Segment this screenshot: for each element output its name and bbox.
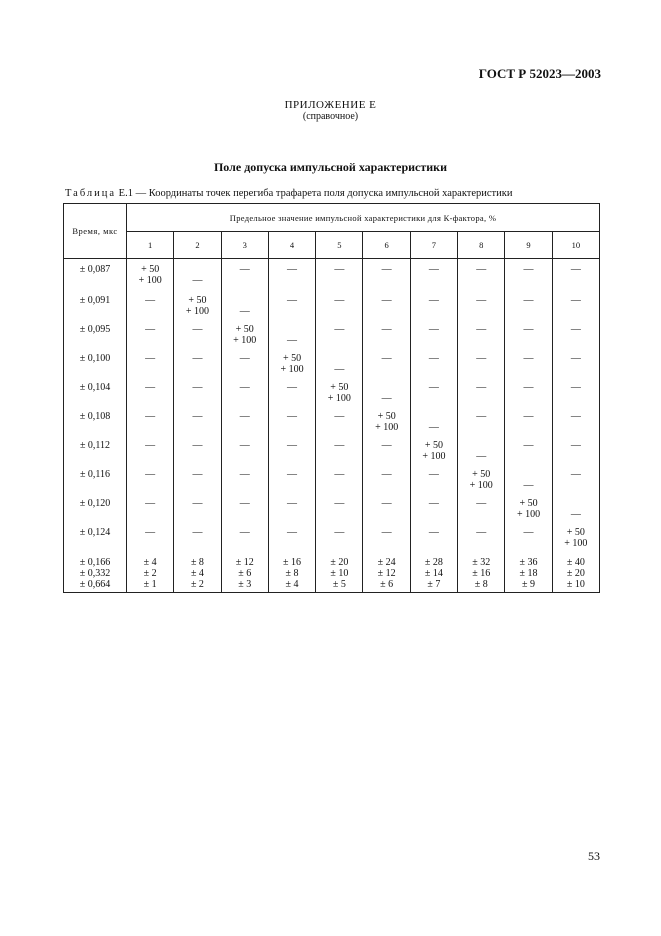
value-cell bbox=[174, 524, 221, 553]
peak-value: + 50 bbox=[282, 353, 302, 364]
value-cell bbox=[410, 495, 457, 524]
dash-value: — bbox=[428, 382, 439, 393]
value-cell bbox=[505, 379, 552, 408]
peak-value: + 50 bbox=[424, 440, 443, 451]
value-cell bbox=[410, 408, 457, 437]
dash-value: — bbox=[428, 295, 439, 306]
value-cell bbox=[552, 466, 599, 495]
value-cell bbox=[316, 350, 363, 379]
table-row bbox=[64, 379, 600, 408]
dash-value: — bbox=[523, 382, 534, 393]
value-cell bbox=[458, 495, 505, 524]
value-cell bbox=[552, 259, 599, 293]
value-cell: ± 2 bbox=[127, 568, 174, 579]
dash-value: — bbox=[428, 422, 439, 433]
value-cell bbox=[552, 350, 599, 379]
dash-value: — bbox=[239, 382, 250, 393]
value-cell bbox=[552, 408, 599, 437]
value-cell bbox=[505, 321, 552, 350]
value-cell bbox=[410, 350, 457, 379]
dash-value: — bbox=[145, 295, 156, 306]
value-cell bbox=[552, 524, 599, 553]
dash-value: — bbox=[570, 382, 581, 393]
value-cell: ± 8 bbox=[458, 579, 505, 593]
table-caption-text: Е.1 — Координаты точек перегиба трафарета поля допуска импульсной характеристики bbox=[116, 188, 513, 199]
dash-value: — bbox=[570, 509, 581, 520]
value-cell: ± 9 bbox=[505, 579, 552, 593]
time-cell bbox=[64, 466, 127, 495]
value-cell bbox=[363, 350, 410, 379]
value-cell bbox=[127, 466, 174, 495]
k-factor-column-header: 4 bbox=[268, 232, 315, 259]
value-cell bbox=[127, 321, 174, 350]
dash-value: — bbox=[334, 498, 345, 509]
time-cell: ± 0,664 bbox=[64, 579, 127, 593]
dash-value: — bbox=[523, 527, 534, 538]
time-cell bbox=[64, 350, 127, 379]
time-cell bbox=[64, 437, 127, 466]
peak-value: + 100 bbox=[375, 422, 399, 433]
value-cell bbox=[268, 259, 315, 293]
value-cell: ± 3 bbox=[221, 579, 268, 593]
peak-value: + 100 bbox=[185, 306, 210, 317]
dash-value: — bbox=[192, 411, 203, 422]
time-cell bbox=[64, 524, 127, 553]
value-cell bbox=[410, 292, 457, 321]
time-cell bbox=[64, 259, 127, 293]
value-cell: ± 5 bbox=[316, 579, 363, 593]
peak-value: + 100 bbox=[469, 480, 493, 491]
table-row bbox=[64, 579, 600, 593]
value-cell: ± 40 bbox=[552, 553, 599, 568]
value-cell bbox=[458, 437, 505, 466]
dash-value: — bbox=[381, 295, 392, 306]
k-factor-column-header: 8 bbox=[458, 232, 505, 259]
table-row bbox=[64, 568, 600, 579]
dash-value: — bbox=[334, 324, 345, 335]
dash-value: — bbox=[523, 353, 534, 364]
dash-value: — bbox=[523, 411, 534, 422]
dash-value: — bbox=[570, 353, 581, 364]
dash-value: — bbox=[287, 527, 298, 538]
value-cell bbox=[505, 524, 552, 553]
value-cell bbox=[505, 495, 552, 524]
dash-value: — bbox=[523, 480, 534, 491]
value-cell bbox=[552, 292, 599, 321]
value-cell bbox=[221, 408, 268, 437]
value-cell bbox=[174, 350, 221, 379]
time-value: ± 0,120 bbox=[79, 498, 111, 509]
dash-value: — bbox=[192, 382, 203, 393]
dash-value: — bbox=[570, 324, 581, 335]
k-factor-column-header: 6 bbox=[363, 232, 410, 259]
dash-value: — bbox=[145, 382, 156, 393]
value-cell: ± 10 bbox=[552, 579, 599, 593]
dash-value: — bbox=[476, 295, 487, 306]
k-factor-column-header: 3 bbox=[221, 232, 268, 259]
value-cell bbox=[552, 437, 599, 466]
document-code: ГОСТ Р 52023—2003 bbox=[478, 66, 601, 81]
value-cell bbox=[268, 495, 315, 524]
k-factor-column-header: 2 bbox=[174, 232, 221, 259]
value-cell bbox=[458, 259, 505, 293]
value-cell: ± 7 bbox=[410, 579, 457, 593]
table-row bbox=[64, 408, 600, 437]
value-cell: ± 1 bbox=[127, 579, 174, 593]
value-cell bbox=[363, 437, 410, 466]
tolerance-table bbox=[63, 203, 600, 593]
value-cell bbox=[268, 524, 315, 553]
value-cell: ± 12 bbox=[363, 568, 410, 579]
value-cell bbox=[458, 379, 505, 408]
table-row bbox=[64, 350, 600, 379]
value-cell bbox=[221, 321, 268, 350]
dash-value: — bbox=[287, 469, 298, 480]
value-cell bbox=[410, 466, 457, 495]
time-cell bbox=[64, 408, 127, 437]
table-row bbox=[64, 553, 600, 568]
time-value: ± 0,091 bbox=[79, 295, 111, 306]
value-cell: ± 28 bbox=[410, 553, 457, 568]
value-cell: ± 16 bbox=[268, 553, 315, 568]
value-cell bbox=[268, 292, 315, 321]
value-cell bbox=[268, 437, 315, 466]
time-value: ± 0,124 bbox=[79, 527, 111, 538]
dash-value: — bbox=[192, 469, 203, 480]
value-cell: ± 24 bbox=[363, 553, 410, 568]
value-cell bbox=[127, 292, 174, 321]
dash-value: — bbox=[523, 440, 534, 451]
value-cell: ± 20 bbox=[552, 568, 599, 579]
value-cell bbox=[316, 259, 363, 293]
value-cell bbox=[363, 259, 410, 293]
value-cell: ± 12 bbox=[221, 553, 268, 568]
dash-value: — bbox=[145, 469, 156, 480]
table-row bbox=[64, 321, 600, 350]
dash-value: — bbox=[239, 306, 250, 317]
value-cell bbox=[268, 350, 315, 379]
peak-value: + 100 bbox=[138, 275, 162, 286]
dash-value: — bbox=[145, 324, 156, 335]
dash-value: — bbox=[428, 324, 439, 335]
section-title: Поле допуска импульсной характеристики bbox=[213, 160, 448, 174]
dash-value: — bbox=[239, 353, 250, 364]
value-cell bbox=[458, 524, 505, 553]
dash-value: — bbox=[192, 353, 203, 364]
dash-value: — bbox=[381, 393, 392, 404]
dash-value: — bbox=[476, 324, 487, 335]
peak-value: + 50 bbox=[235, 324, 254, 335]
k-factor-column-header: 9 bbox=[505, 232, 552, 259]
dash-value: — bbox=[145, 353, 156, 364]
dash-value: — bbox=[428, 353, 439, 364]
value-cell bbox=[316, 495, 363, 524]
time-cell bbox=[64, 379, 127, 408]
time-value: ± 0,100 bbox=[79, 353, 111, 364]
time-cell: ± 0,166 bbox=[64, 553, 127, 568]
dash-value: — bbox=[287, 295, 298, 306]
dash-value: — bbox=[523, 295, 534, 306]
value-cell bbox=[127, 350, 174, 379]
dash-value: — bbox=[192, 440, 203, 451]
dash-value: — bbox=[287, 382, 298, 393]
value-cell: ± 36 bbox=[505, 553, 552, 568]
value-cell: ± 14 bbox=[410, 568, 457, 579]
dash-value: — bbox=[334, 264, 345, 275]
value-cell bbox=[316, 524, 363, 553]
value-cell bbox=[363, 466, 410, 495]
peak-value: + 50 bbox=[519, 498, 538, 509]
value-cell bbox=[127, 259, 174, 293]
value-cell bbox=[458, 292, 505, 321]
dash-value: — bbox=[570, 469, 581, 480]
dash-value: — bbox=[334, 440, 345, 451]
time-value: ± 0,108 bbox=[79, 411, 111, 422]
dash-value: — bbox=[570, 440, 581, 451]
value-cell bbox=[174, 379, 221, 408]
dash-value: — bbox=[428, 527, 439, 538]
value-cell bbox=[410, 321, 457, 350]
peak-value: + 100 bbox=[327, 393, 351, 404]
time-value: ± 0,087 bbox=[79, 264, 111, 275]
annex-title: ПРИЛОЖЕНИЕ Е bbox=[284, 99, 377, 111]
value-cell bbox=[552, 379, 599, 408]
value-cell bbox=[363, 495, 410, 524]
value-cell bbox=[127, 495, 174, 524]
dash-value: — bbox=[428, 469, 439, 480]
value-cell bbox=[174, 466, 221, 495]
dash-value: — bbox=[334, 411, 345, 422]
value-cell bbox=[458, 321, 505, 350]
value-cell: ± 10 bbox=[316, 568, 363, 579]
dash-value: — bbox=[476, 498, 487, 509]
value-cell bbox=[316, 437, 363, 466]
value-cell: ± 20 bbox=[316, 553, 363, 568]
value-cell bbox=[505, 292, 552, 321]
dash-value: — bbox=[381, 469, 392, 480]
value-cell bbox=[268, 408, 315, 437]
k-factor-group-header: Предельное значение импульсной характеристики для К-фактора, % bbox=[127, 204, 600, 232]
dash-value: — bbox=[334, 469, 345, 480]
peak-value: + 50 bbox=[472, 469, 491, 480]
dash-value: — bbox=[476, 382, 487, 393]
dash-value: — bbox=[570, 295, 581, 306]
dash-value: — bbox=[287, 440, 298, 451]
value-cell bbox=[363, 292, 410, 321]
value-cell bbox=[174, 259, 221, 293]
peak-value: + 100 bbox=[422, 451, 446, 462]
dash-value: — bbox=[476, 264, 487, 275]
value-cell bbox=[505, 466, 552, 495]
value-cell bbox=[458, 408, 505, 437]
value-cell bbox=[458, 350, 505, 379]
value-cell bbox=[552, 495, 599, 524]
value-cell bbox=[221, 379, 268, 408]
dash-value: — bbox=[239, 264, 250, 275]
k-factor-column-header: 10 bbox=[552, 232, 599, 259]
dash-value: — bbox=[192, 275, 203, 286]
value-cell bbox=[268, 379, 315, 408]
peak-value: + 100 bbox=[280, 364, 304, 375]
value-cell bbox=[410, 437, 457, 466]
peak-value: + 100 bbox=[564, 538, 588, 549]
table-row bbox=[64, 495, 600, 524]
value-cell bbox=[174, 495, 221, 524]
table-row bbox=[64, 437, 600, 466]
peak-value: + 50 bbox=[141, 264, 160, 275]
value-cell: ± 6 bbox=[221, 568, 268, 579]
dash-value: — bbox=[570, 411, 581, 422]
value-cell bbox=[316, 379, 363, 408]
dash-value: — bbox=[476, 527, 487, 538]
value-cell bbox=[316, 466, 363, 495]
time-cell bbox=[64, 292, 127, 321]
dash-value: — bbox=[287, 498, 298, 509]
value-cell bbox=[221, 292, 268, 321]
value-cell bbox=[505, 437, 552, 466]
dash-value: — bbox=[523, 264, 534, 275]
value-cell bbox=[363, 408, 410, 437]
dash-value: — bbox=[239, 527, 250, 538]
value-cell bbox=[221, 259, 268, 293]
dash-value: — bbox=[381, 353, 392, 364]
dash-value: — bbox=[287, 264, 298, 275]
dash-value: — bbox=[239, 411, 250, 422]
value-cell: ± 4 bbox=[268, 579, 315, 593]
dash-value: — bbox=[239, 469, 250, 480]
peak-value: + 100 bbox=[516, 509, 541, 520]
value-cell: ± 4 bbox=[174, 568, 221, 579]
peak-value: + 50 bbox=[566, 527, 585, 538]
dash-value: — bbox=[381, 440, 392, 451]
dash-value: — bbox=[381, 498, 392, 509]
value-cell bbox=[316, 321, 363, 350]
value-cell bbox=[458, 466, 505, 495]
table-row bbox=[64, 466, 600, 495]
time-value: ± 0,095 bbox=[79, 324, 111, 335]
dash-value: — bbox=[287, 335, 298, 346]
value-cell: ± 16 bbox=[458, 568, 505, 579]
value-cell bbox=[505, 350, 552, 379]
value-cell bbox=[363, 321, 410, 350]
value-cell bbox=[505, 408, 552, 437]
value-cell bbox=[174, 292, 221, 321]
table-row bbox=[64, 524, 600, 553]
value-cell bbox=[174, 321, 221, 350]
time-cell bbox=[64, 495, 127, 524]
value-cell bbox=[505, 259, 552, 293]
value-cell bbox=[221, 466, 268, 495]
value-cell bbox=[127, 524, 174, 553]
value-cell bbox=[268, 466, 315, 495]
value-cell bbox=[363, 379, 410, 408]
dash-value: — bbox=[192, 527, 203, 538]
dash-value: — bbox=[192, 324, 203, 335]
dash-value: — bbox=[239, 498, 250, 509]
value-cell bbox=[221, 437, 268, 466]
value-cell bbox=[316, 408, 363, 437]
time-cell: ± 0,332 bbox=[64, 568, 127, 579]
peak-value: + 50 bbox=[330, 382, 349, 393]
value-cell: ± 2 bbox=[174, 579, 221, 593]
time-value: ± 0,104 bbox=[79, 382, 111, 393]
value-cell bbox=[174, 408, 221, 437]
dash-value: — bbox=[476, 451, 487, 462]
k-factor-column-header: 1 bbox=[127, 232, 174, 259]
value-cell: ± 8 bbox=[174, 553, 221, 568]
dash-value: — bbox=[239, 440, 250, 451]
value-cell bbox=[127, 379, 174, 408]
time-value: ± 0,116 bbox=[79, 469, 111, 480]
dash-value: — bbox=[523, 324, 534, 335]
value-cell: ± 6 bbox=[363, 579, 410, 593]
value-cell bbox=[221, 524, 268, 553]
dash-value: — bbox=[428, 498, 439, 509]
value-cell bbox=[363, 524, 410, 553]
dash-value: — bbox=[476, 411, 487, 422]
value-cell bbox=[221, 495, 268, 524]
value-cell bbox=[552, 321, 599, 350]
dash-value: — bbox=[570, 264, 581, 275]
table-caption bbox=[65, 188, 512, 199]
peak-value: + 50 bbox=[377, 411, 396, 422]
peak-value: + 50 bbox=[188, 295, 207, 306]
value-cell: ± 32 bbox=[458, 553, 505, 568]
dash-value: — bbox=[381, 324, 392, 335]
value-cell bbox=[316, 292, 363, 321]
table-row bbox=[64, 292, 600, 321]
value-cell bbox=[127, 408, 174, 437]
dash-value: — bbox=[145, 498, 156, 509]
dash-value: — bbox=[381, 264, 392, 275]
time-value: ± 0,112 bbox=[79, 440, 111, 451]
table-caption-lead: Таблица bbox=[65, 188, 117, 199]
k-factor-column-header: 7 bbox=[410, 232, 457, 259]
dash-value: — bbox=[334, 364, 345, 375]
dash-value: — bbox=[428, 264, 439, 275]
value-cell bbox=[268, 321, 315, 350]
dash-value: — bbox=[287, 411, 298, 422]
value-cell bbox=[410, 379, 457, 408]
value-cell bbox=[127, 437, 174, 466]
dash-value: — bbox=[334, 527, 345, 538]
peak-value: + 100 bbox=[233, 335, 257, 346]
annex-subtitle: (справочное) bbox=[302, 111, 359, 122]
dash-value: — bbox=[476, 353, 487, 364]
value-cell: ± 8 bbox=[268, 568, 315, 579]
dash-value: — bbox=[381, 527, 392, 538]
table-row bbox=[64, 259, 600, 293]
value-cell bbox=[174, 437, 221, 466]
time-column-header: Время, мкс bbox=[64, 204, 127, 259]
value-cell bbox=[410, 259, 457, 293]
dash-value: — bbox=[145, 411, 156, 422]
dash-value: — bbox=[145, 527, 156, 538]
page-number: 53 bbox=[588, 849, 600, 863]
value-cell: ± 18 bbox=[505, 568, 552, 579]
value-cell bbox=[410, 524, 457, 553]
k-factor-column-header: 5 bbox=[316, 232, 363, 259]
time-cell bbox=[64, 321, 127, 350]
dash-value: — bbox=[145, 440, 156, 451]
value-cell bbox=[221, 350, 268, 379]
dash-value: — bbox=[334, 295, 345, 306]
value-cell: ± 4 bbox=[127, 553, 174, 568]
dash-value: — bbox=[192, 498, 203, 509]
